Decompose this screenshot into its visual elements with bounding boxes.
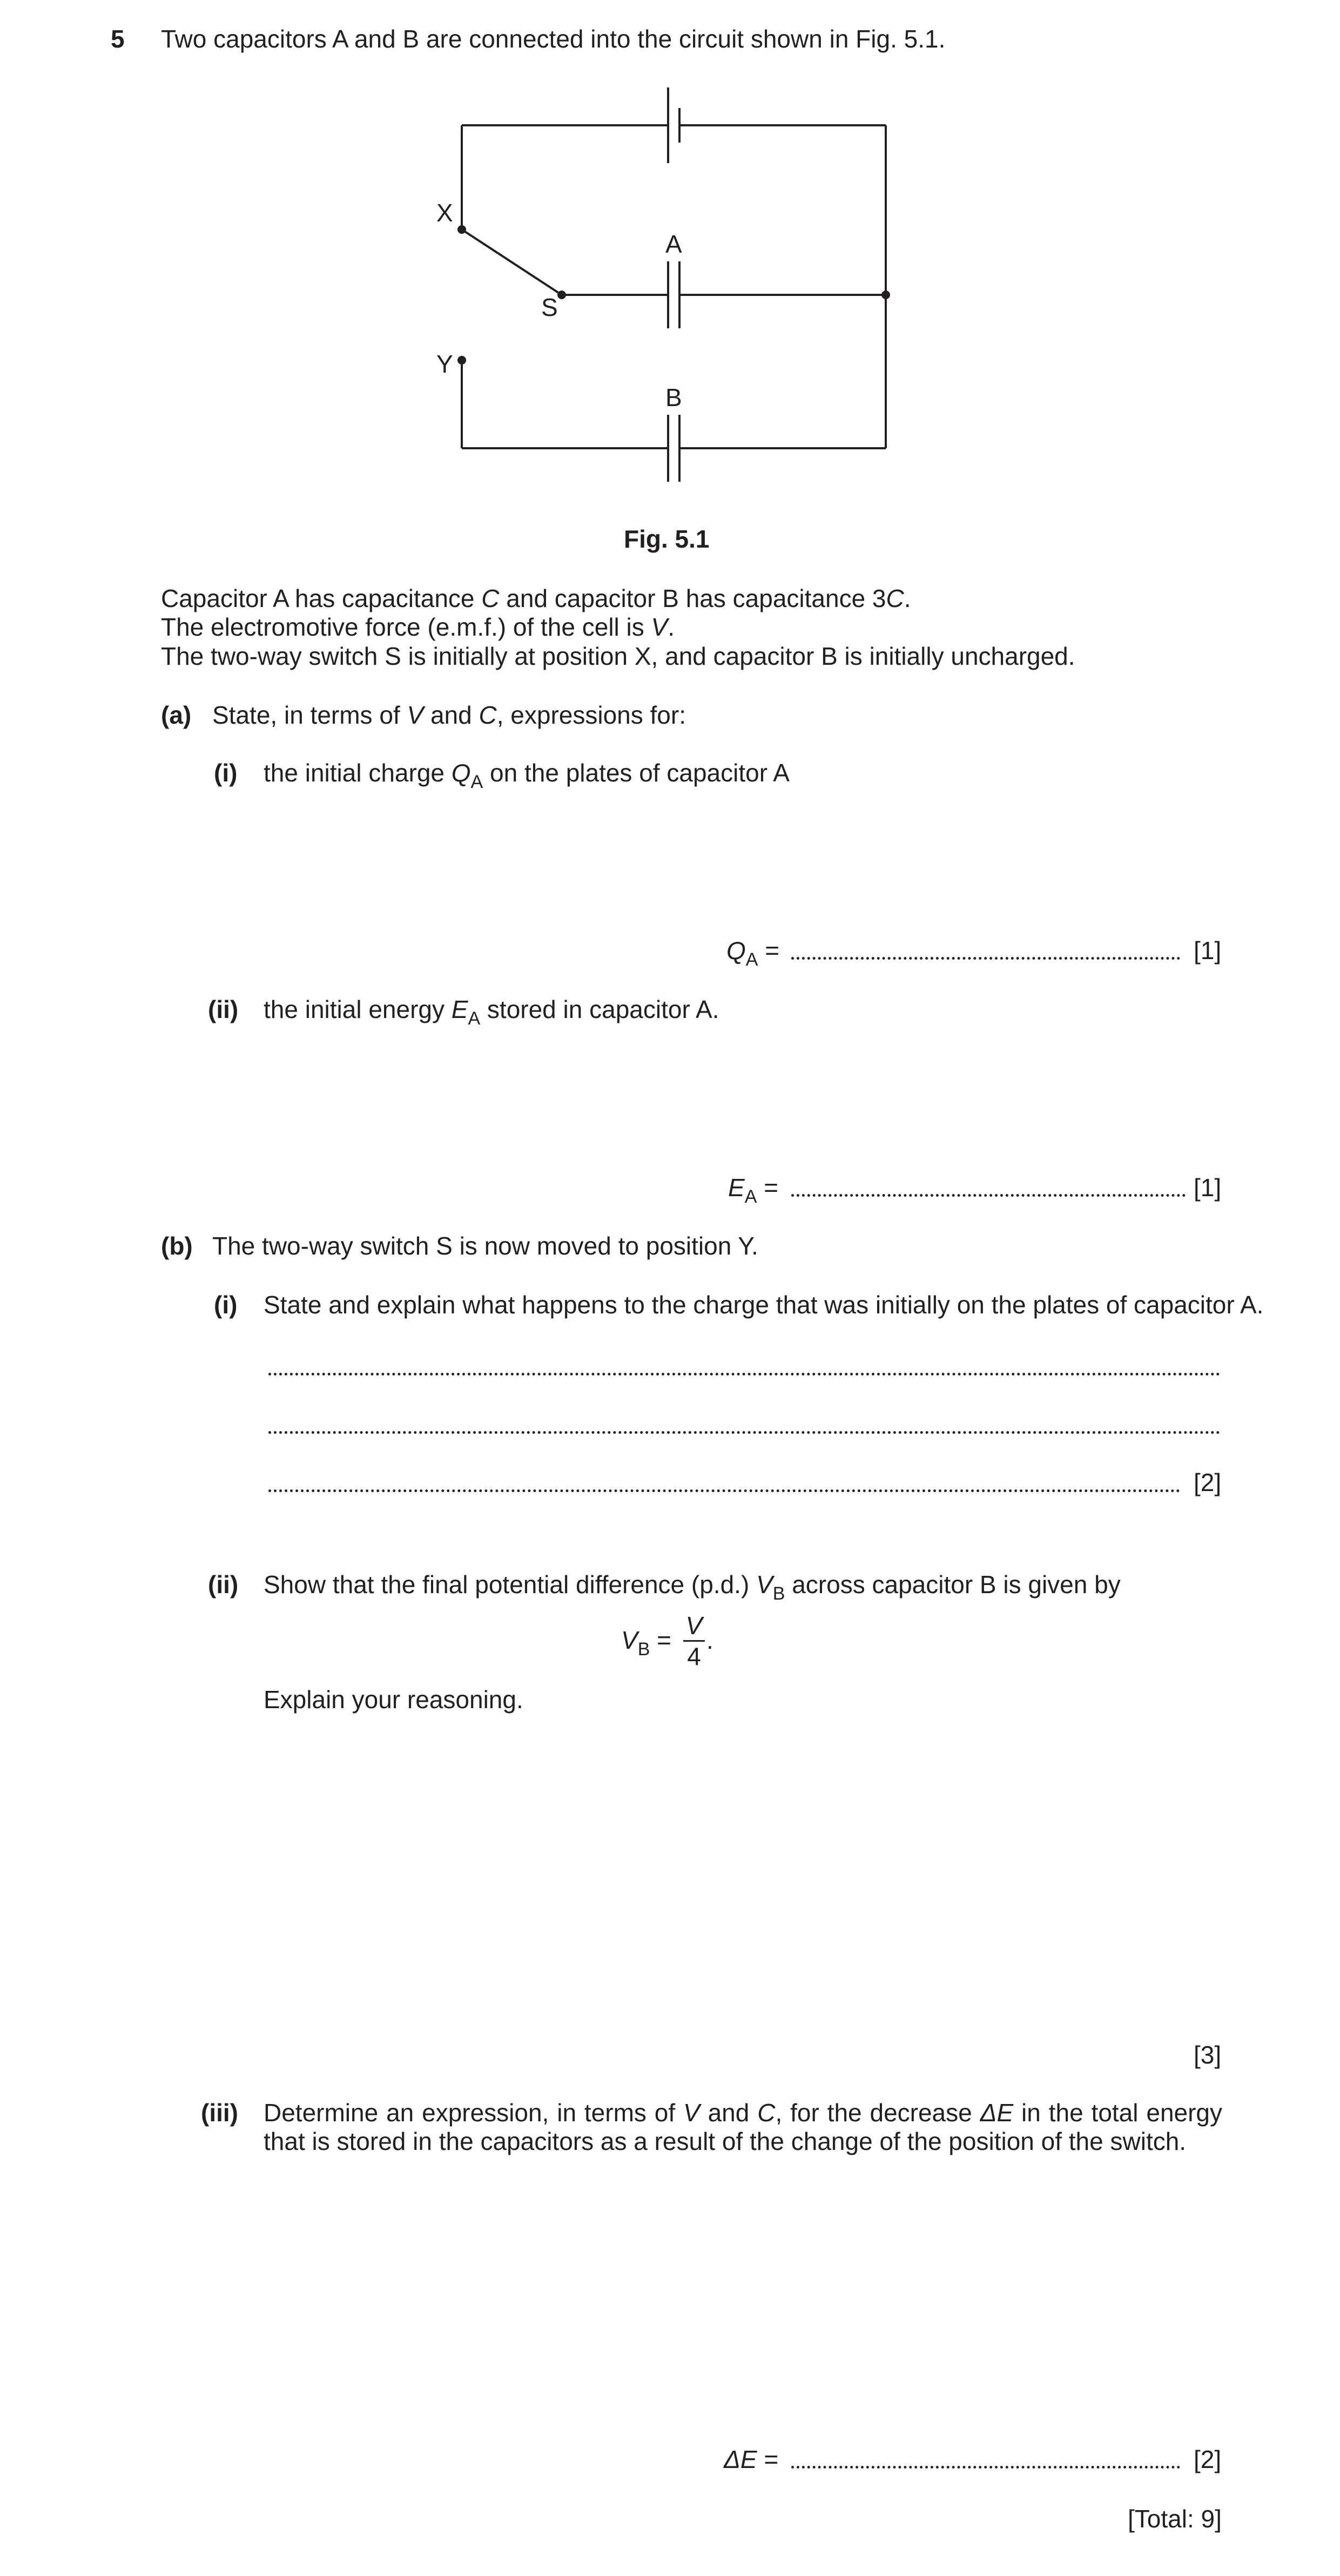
part-a-i-label: (i) <box>214 759 238 787</box>
part-a-i-answer-label: $Q_A$ = <box>726 936 780 970</box>
info-line-2: The electromotive force (e.m.f.) of the cell is V. <box>161 613 675 641</box>
label-a: A <box>665 230 682 258</box>
part-b-iii-label: (iii) <box>201 2099 238 2127</box>
label-x: X <box>436 199 453 227</box>
question-number: 5 <box>111 25 125 53</box>
part-a-ii-text: the initial energy $E_A$ stored in capacitor A. <box>264 995 719 1029</box>
part-b-i-label: (i) <box>214 1291 238 1319</box>
terminal-s <box>557 291 566 299</box>
label-b: B <box>665 383 682 412</box>
info-line-1: Capacitor A has capacitance C and capacitor B has capacitance 3C. <box>161 584 911 612</box>
figure-caption: Fig. 5.1 <box>624 525 710 553</box>
part-b-label: (b) <box>161 1232 193 1260</box>
info-line-3: The two-way switch S is initially at position X, and capacitor B is initially uncharged. <box>161 642 1075 670</box>
part-a-stem: State, in terms of V and C, expressions for: <box>212 701 686 729</box>
part-b-i-answer-line-1[interactable] <box>268 1373 1220 1375</box>
part-b-stem: The two-way switch S is now moved to position Y. <box>212 1232 758 1260</box>
label-s: S <box>541 293 558 321</box>
part-b-iii-text-line-2: that is stored in the capacitors as a result of the change of the position of the switch. <box>264 2127 1187 2155</box>
part-a-label: (a) <box>161 701 192 729</box>
circuit-diagram <box>0 0 1340 540</box>
part-b-i-answer-line-3[interactable] <box>268 1489 1180 1492</box>
part-b-iii-answer-line[interactable] <box>791 2466 1180 2469</box>
fraction-denominator: 4 <box>687 1642 701 1670</box>
part-a-ii-answer-line[interactable] <box>791 1194 1186 1197</box>
part-a-ii-marks: [1] <box>1194 1174 1222 1202</box>
part-b-ii-explain: Explain your reasoning. <box>264 1685 523 1714</box>
part-b-iii-answer-label: ΔE = <box>724 2445 779 2473</box>
part-a-ii-answer-label: $E_A$ = <box>728 1174 779 1207</box>
terminal-y <box>457 356 466 365</box>
part-b-ii-text: Show that the final potential difference (p.d.) $V_B$ across capacitor B is given by <box>264 1570 1121 1604</box>
part-a-i-text: the initial charge $Q_A$ on the plates of capacitor A <box>264 759 790 792</box>
part-b-ii-marks: [3] <box>1194 2041 1222 2069</box>
part-b-i-text: State and explain what happens to the charge that was initially on the plates of capacitor A. <box>264 1291 1264 1319</box>
question-intro: Two capacitors A and B are connected into the circuit shown in Fig. 5.1. <box>161 25 946 53</box>
switch-blade <box>462 230 562 295</box>
total-marks: [Total: 9] <box>1128 2505 1222 2533</box>
fraction-numerator: V <box>685 1611 703 1640</box>
fraction-bar <box>683 1640 705 1642</box>
part-a-i-answer-line[interactable] <box>791 957 1180 960</box>
part-a-i-marks: [1] <box>1194 936 1222 965</box>
part-b-iii-marks: [2] <box>1194 2445 1222 2473</box>
part-a-ii-label: (ii) <box>208 995 239 1023</box>
junction-right <box>881 291 890 299</box>
part-b-ii-label: (ii) <box>208 1570 239 1599</box>
part-b-i-marks: [2] <box>1194 1468 1222 1496</box>
label-y: Y <box>436 350 453 378</box>
part-b-iii-text-line-1: Determine an expression, in terms of V and C, for the decrease ΔE in the total energy <box>264 2099 1223 2127</box>
part-b-i-answer-line-2[interactable] <box>268 1431 1220 1434</box>
terminal-x <box>457 225 466 234</box>
